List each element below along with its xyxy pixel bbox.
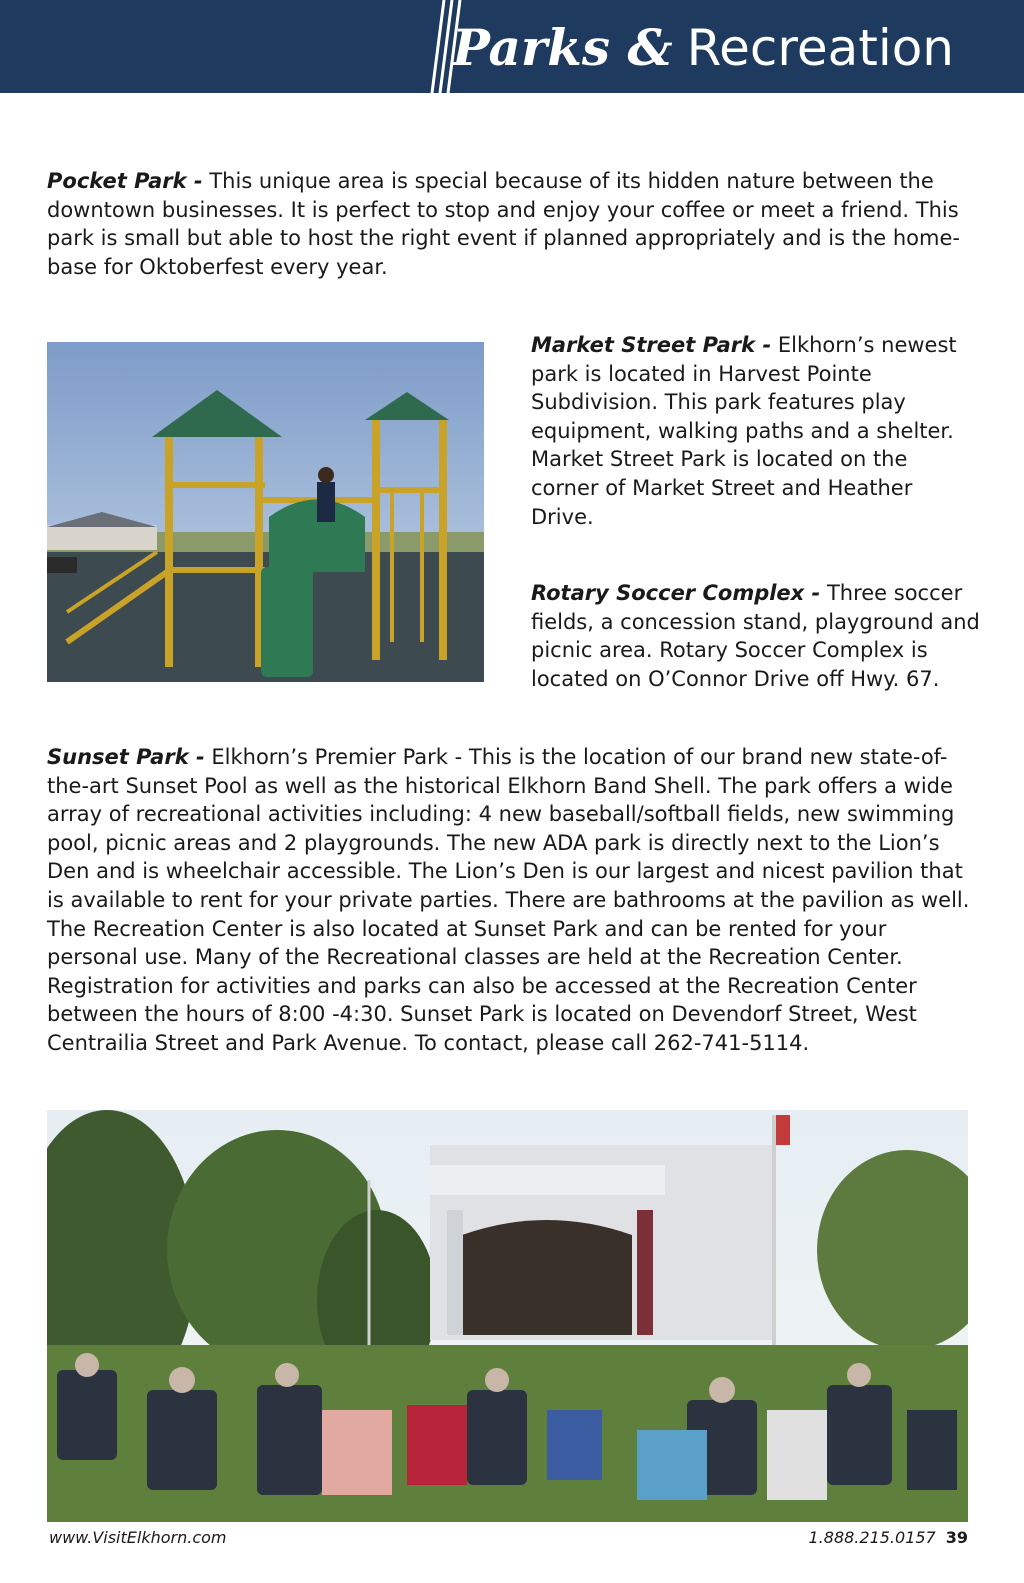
pocket-park-text: This unique area is special because of its hidden nature between the downtown businesses. It is perfect to stop and enjoy your coffee or meet a friend. This park is small but able to host the right event if planned appropriately and is the home-base for Oktoberfest every year. (47, 169, 960, 279)
rotary-soccer-complex-paragraph (531, 579, 981, 693)
page-header (0, 0, 1024, 93)
pocket-park-heading: Pocket Park - (47, 169, 203, 193)
playground-photo (47, 342, 484, 682)
market-street-park-paragraph (531, 331, 981, 531)
market-street-park-text: Elkhorn’s newest park is located in Harvest Pointe Subdivision. This park features play equipment, walking paths and a shelter. Market Street Park is located on the corner of Market Street and Heather Drive. (531, 333, 957, 529)
sunset-park-paragraph (47, 743, 977, 1058)
sunset-park-text: Elkhorn’s Premier Park - This is the location of our brand new state-of-the-art Sunset Pool as well as the historical Elkhorn Band Shell. The park offers a wide array of recreational activities including: 4 new baseball/softball fields, new swimming pool, picnic areas and 2 playgrounds. The new ADA park is directly next to the Lion’s Den and is wheelchair accessible. The Lion’s Den is our largest and nicest pavilion that is available to rent for your private parties. There are bathrooms at the pavilion as well. The Recreation Center is also located at Sunset Park and can be rented for your personal use. Many of the Recreational classes are held at the Recreation Center. Registration for activities and parks can also be accessed at the Recreation Center between the hours of 8:00 -4:30. Sunset Park is located on Devendorf Street, West Centrailia Street and Park Avenue. To contact, please call 262-741-5114. (47, 745, 970, 1055)
sunset-park-heading: Sunset Park - (47, 745, 205, 769)
rotary-soccer-complex-text: Three soccer fields, a concession stand, playground and picnic area. Rotary Soccer Complex is located on O’Connor Drive off Hwy. 67. (531, 581, 980, 691)
page-title-script: Parks & (452, 18, 673, 77)
rotary-soccer-complex-heading: Rotary Soccer Complex - (531, 581, 821, 605)
page-title (452, 18, 954, 78)
page-number: 39 (945, 1528, 968, 1547)
footer-website: www.VisitElkhorn.com (49, 1528, 227, 1547)
footer-phone: 1.888.215.0157 (808, 1528, 936, 1547)
footer-contact (809, 1528, 969, 1548)
pocket-park-paragraph (47, 167, 977, 281)
band-shell-concert-photo (47, 1110, 968, 1522)
page-title-plain: Recreation (686, 19, 954, 77)
market-street-park-heading: Market Street Park - (531, 333, 772, 357)
